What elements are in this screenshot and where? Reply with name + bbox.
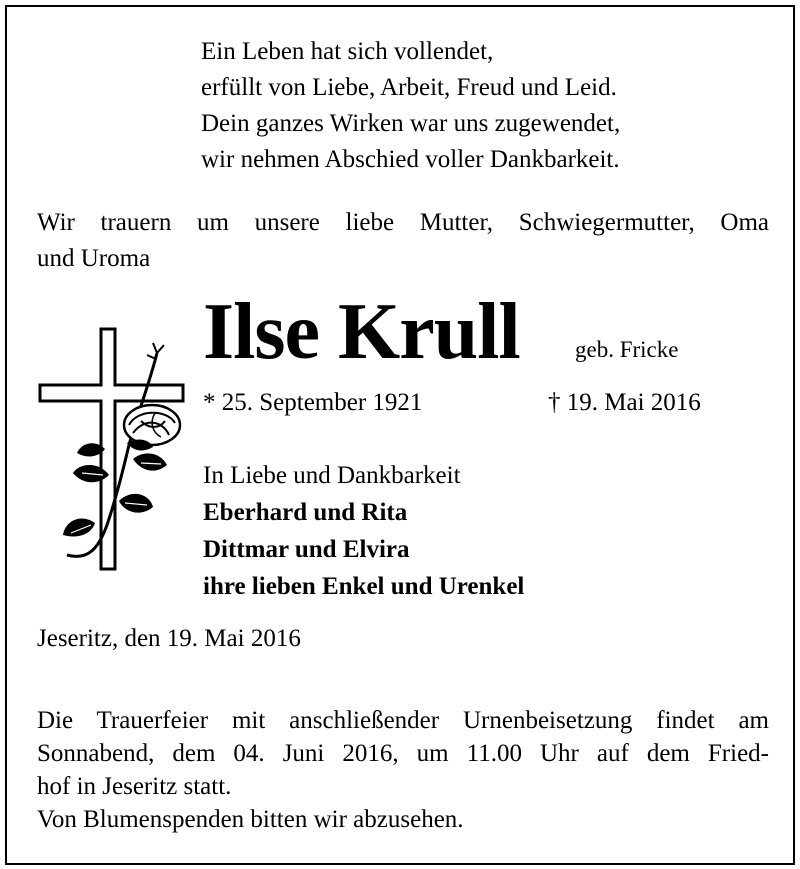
poem-line: Ein Leben hat sich vollendet,: [201, 38, 494, 65]
mourning-intro: [37, 205, 769, 277]
poem-line: Dein ganzes Wirken war uns zugewendet,: [201, 110, 621, 137]
intro-line: und Uroma: [37, 245, 151, 272]
place-and-date: Jeseritz, den 19. Mai 2016: [37, 625, 301, 652]
ceremony-line: Von Blumenspenden bitten wir abzusehen.: [37, 806, 464, 833]
intro-line: Wir trauern um unsere liebe Mutter, Schwiegermutter, Oma: [37, 209, 769, 236]
mourner-name: ihre lieben Enkel und Urenkel: [203, 573, 525, 600]
mourner-name: Eberhard und Rita: [203, 499, 408, 526]
mourner-name: Dittmar und Elvira: [203, 536, 410, 563]
mourners: [203, 457, 524, 605]
obituary-notice: [5, 5, 795, 865]
poem-line: erfüllt von Liebe, Arbeit, Freud und Leid.: [201, 74, 617, 101]
ceremony-line: Die Trauerfeier mit anschließender Urnenbeisetzung findet am: [37, 707, 769, 734]
birth-date: * 25. September 1921: [203, 389, 423, 416]
poem: [201, 34, 620, 178]
deceased-name: Ilse Krull: [203, 288, 520, 376]
ceremony-line: hof in Jeseritz statt.: [37, 773, 232, 800]
mourners-intro: In Liebe und Dankbarkeit: [203, 462, 461, 489]
cross-with-rose-icon: [37, 325, 187, 575]
birth-name: geb. Fricke: [575, 337, 679, 362]
ceremony-line: Sonnabend, dem 04. Juni 2016, um 11.00 Uhr auf dem Fried-: [37, 740, 769, 767]
ceremony-info: [37, 704, 769, 836]
poem-line: wir nehmen Abschied voller Dankbarkeit.: [201, 146, 620, 173]
death-date: † 19. Mai 2016: [548, 389, 701, 416]
